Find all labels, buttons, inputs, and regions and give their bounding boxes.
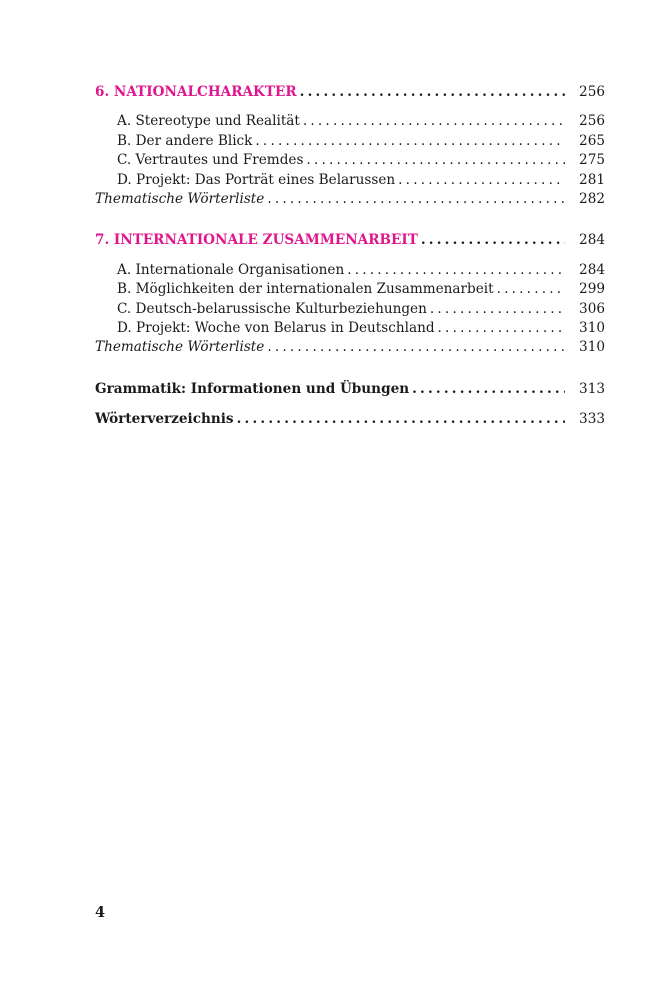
chapter-7-entry[interactable]	[95, 231, 605, 250]
page-ref: 256	[579, 84, 605, 100]
section-title: B. Möglichkeiten der internationalen Zusammenarbeit	[117, 281, 494, 298]
section-title: C. Vertrautes und Fremdes	[117, 152, 304, 169]
dot-leader	[430, 300, 565, 319]
dot-leader	[303, 112, 565, 131]
chapter-title: 6. NATIONALCHARAKTER	[95, 84, 297, 100]
page-ref: 313	[579, 380, 605, 397]
toc-entry[interactable]	[95, 171, 605, 190]
toc-entry[interactable]	[95, 151, 605, 170]
page-ref: 310	[579, 339, 605, 356]
vocab-title: Thematische Wörterliste	[95, 190, 265, 207]
page-ref: 284	[579, 232, 605, 249]
toc-entry[interactable]	[95, 132, 605, 151]
dot-leader	[306, 151, 565, 170]
appendix-title: Grammatik: Informationen und Übungen	[95, 380, 410, 397]
dot-leader	[438, 319, 566, 338]
dot-leader	[497, 280, 565, 299]
appendix-grammar-entry[interactable]	[95, 380, 605, 399]
dot-leader	[255, 132, 565, 151]
toc-entry[interactable]	[95, 300, 605, 319]
vocab-title: Thematische Wörterliste	[95, 339, 265, 356]
chapter-6-entry[interactable]	[95, 83, 605, 102]
table-of-contents	[95, 83, 605, 429]
page-ref: 275	[579, 152, 605, 169]
page-ref: 256	[579, 113, 605, 130]
appendix-glossary-entry[interactable]	[95, 410, 605, 429]
page-ref: 284	[579, 261, 605, 278]
dot-leader	[237, 410, 565, 429]
section-title: B. Der andere Blick	[117, 132, 253, 149]
chapter-title: 7. INTERNATIONALE ZUSAMMENARBEIT	[95, 232, 418, 249]
page-ref: 282	[579, 190, 605, 207]
dot-leader	[421, 231, 565, 250]
dot-leader	[267, 190, 565, 209]
dot-leader	[300, 83, 565, 102]
dot-leader	[347, 261, 565, 280]
section-title: A. Internationale Organisationen	[117, 261, 345, 278]
page-ref: 281	[579, 171, 605, 188]
page-ref: 333	[579, 411, 605, 428]
toc-entry[interactable]	[95, 112, 605, 131]
appendix-title: Wörterverzeichnis	[95, 411, 234, 428]
page-ref: 265	[579, 132, 605, 149]
page-ref: 299	[579, 281, 605, 298]
dot-leader	[267, 338, 565, 357]
section-title: D. Projekt: Woche von Belarus in Deutschland	[117, 319, 435, 336]
toc-entry[interactable]	[95, 280, 605, 299]
dot-leader	[398, 171, 565, 190]
toc-entry[interactable]	[95, 261, 605, 280]
page-ref: 306	[579, 300, 605, 317]
page-ref: 310	[579, 319, 605, 336]
section-title: C. Deutsch-belarussische Kulturbeziehungen	[117, 300, 427, 317]
toc-entry[interactable]	[95, 319, 605, 338]
page-number: 4	[95, 904, 106, 921]
vocab-entry[interactable]	[95, 190, 605, 209]
section-title: A. Stereotype und Realität	[117, 113, 300, 130]
dot-leader	[412, 380, 565, 399]
section-title: D. Projekt: Das Porträt eines Belarussen	[117, 171, 396, 188]
vocab-entry[interactable]	[95, 338, 605, 357]
